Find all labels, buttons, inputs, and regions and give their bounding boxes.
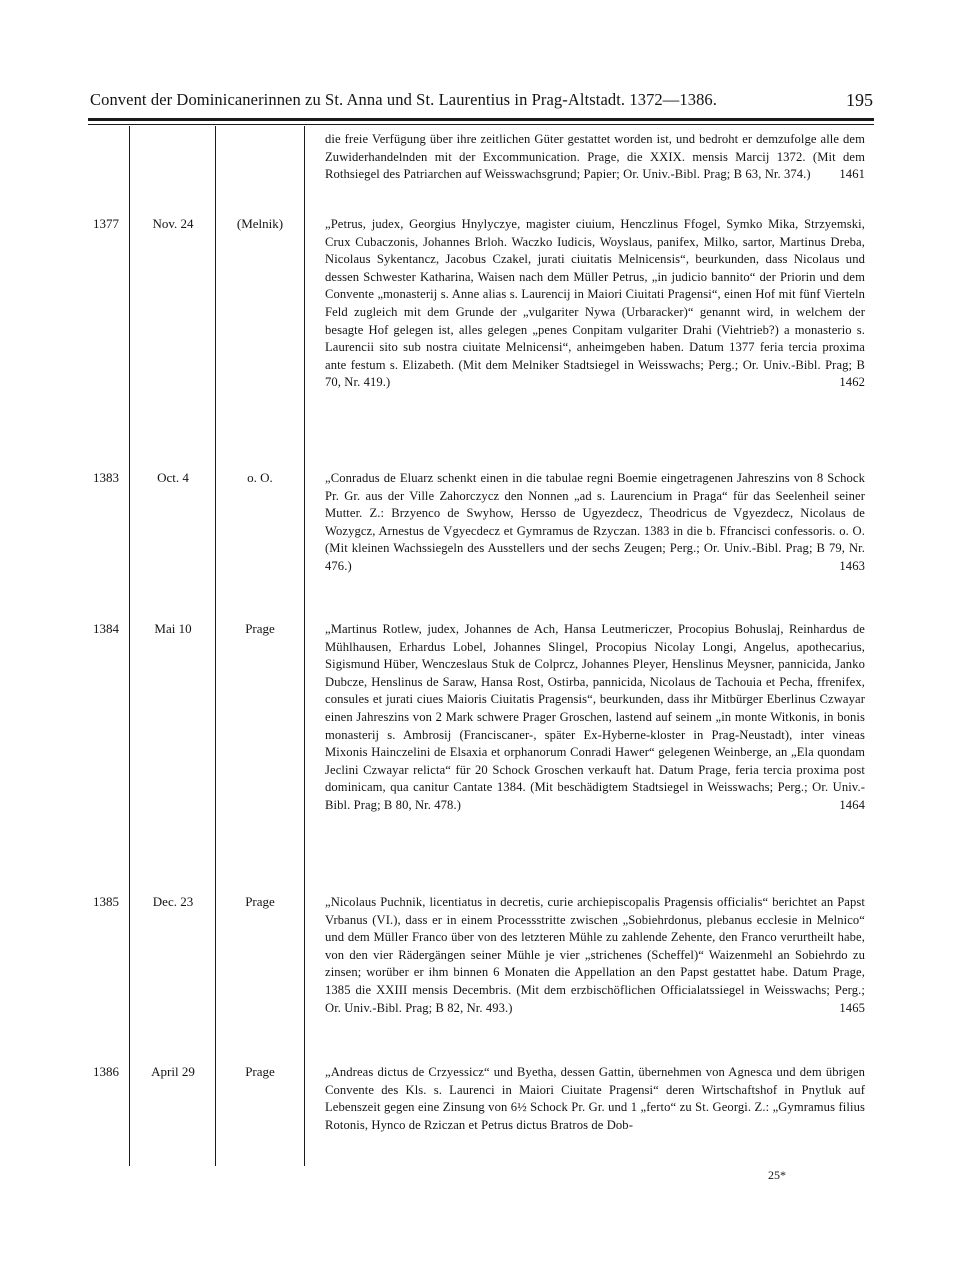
entry-body: „Nicolaus Puchnik, licentiatus in decretis, curie archiepiscopalis Pragensis officialis“ berichtet an Papst Vrbanus (VI.), dass er in einem Processstritte zwischen „Sobiehrdonus, plebanus ecclesie in Melnico“ und dem Müller Franco über von des letzteren Mühle zu zahlende Zehente, den Franco verurtheilt habe, von den vier Rädergängen seiner Mühle je vier „strichenes (Scheffel)“ Waizenmehl an Sobiehrdo zu zinsen; worüber er ihm binnen 6 Monaten die Appellation an den Papst gestattet habe. Datum Prage, 1385 die XXIII mensis Decembris. (Mit dem erzbischöflichen Officialatssiegel in Weisswachs; Perg.; Or. Univ.-Bibl. Prag; B 82, Nr. 493.) [325, 895, 865, 1015]
entry-year: 1377 [93, 216, 119, 231]
entry-number: 1464 [839, 797, 865, 812]
entry-text [325, 894, 865, 1017]
entry-text [325, 131, 865, 184]
entry-number: 1463 [839, 558, 865, 573]
header-rule-thick [88, 118, 874, 121]
column-divider-date [215, 126, 216, 1166]
entry-date: Oct. 4 [157, 470, 189, 485]
entry-date: Nov. 24 [152, 216, 194, 231]
running-title: Convent der Dominicanerinnen zu St. Anna und St. Laurentius in Prag-Altstadt. 1372—1386. [90, 90, 718, 109]
entry-body: „Martinus Rotlew, judex, Johannes de Ach, Hansa Leutmericzer, Procopius Bohuslaj, Reinhardus de Mühlhausen, Erhardus Lobel, Johannes Slingel, Procopius Nicolay Longi, Angelus, apothecarius, Sigismund Hüber, Wenczeslaus Stuk de Colprcz, Johannes Pleyer, Henslinus Meysner, pannicida, Janko Dubcze, Henslinus de Saraw, Hansa Rost, Ostirba, pannicida, Nicolaus de Tachouia et Pecha, ffrenifex, consules et jurati ciues Maioris Ciuitatis Pragensis“, beurkunden, dass ihr Mitbürger Eberlinus Czwayar einen Jahreszins von 2 Mark schwere Prager Groschen, lastend auf seinem „in monte Witkonis, in bonis monasterij s. Ambrosij (Franciscaner-, später Ex-Hyberne-kloster in Prag-Neustadt), inter vineas Mixonis Hainczelini de Elsaxia et orphanorum Conradi Hawer“ gelegenen Weinberge, an „Ela quondam Jeclini Czwayar relicta“ für 20 Schock Groschen verkauft hat. Datum Prage, feria tercia proxima post dominicam, qua canitur Cantate 1384. (Mit beschädigtem Stadtsiegel in Weisswachs; Perg.; Or. Univ.-Bibl. Prag; B 80, Nr. 478.) [325, 622, 865, 812]
entry-place: Prage [245, 621, 275, 636]
page-number: 195 [846, 90, 873, 110]
entry-body: „Andreas dictus de Crzyessicz“ und Byetha, dessen Gattin, übernehmen von Agnesca und dem übrigen Convente des Kls. s. Laurenci in Maiori Ciuitate Pragensi“ deren Wirtschaftshof in Pnytluk auf Lebenszeit gegen eine Zinsung von 6½ Schock Pr. Gr. und 1 „ferto“ zu St. Georgi. Z.: „Gymramus filius Rotonis, Hynco de Rziczan et Petrus dictus Bratros de Dob- [325, 1065, 865, 1132]
entry-year: 1386 [93, 1064, 119, 1079]
entry-year: 1385 [93, 894, 119, 909]
header-rule-thin [88, 124, 874, 125]
entry-number: 1461 [839, 167, 865, 182]
signature-mark: 25* [768, 1168, 786, 1182]
entry-year: 1384 [93, 621, 119, 636]
entry-place: Prage [245, 1064, 275, 1079]
entry-number: 1462 [839, 375, 865, 390]
entry-text [325, 621, 865, 815]
entry-number: 1465 [839, 1000, 865, 1015]
entry-year: 1383 [93, 470, 119, 485]
entry-date: Dec. 23 [152, 894, 194, 909]
entry-place: o. O. [247, 470, 273, 485]
entry-place: (Melnik) [236, 216, 284, 231]
column-divider-place [304, 126, 305, 1166]
entry-text [325, 216, 865, 392]
entry-place: Prage [245, 894, 275, 909]
entry-body: „Conradus de Eluarz schenkt einen in die tabulae regni Boemie eingetragenen Jahreszins von 8 Schock Pr. Gr. aus der Ville Zahorczycz den Nonnen „ad s. Laurencium in Praga“ für das Seelenheil seiner Mutter. Z.: Brzyenco de Swyhow, Hersso de Ugyezdecz, Theodricus de Vgyezdecz, Nicolaus de Wozygcz, Arnestus de Vgyecdecz et Gymramus de Rzyczan. 1383 in die b. Ffrancisci confessoris. o. O. (Mit kleinen Wachssiegeln des Ausstellers und der sechs Zeugen; Perg.; Or. Univ.-Bibl. Prag; B 79, Nr. 476.) [325, 471, 865, 573]
entry-body: die freie Verfügung über ihre zeitlichen Güter gestattet worden ist, und bedroht er demzufolge alle dem Zuwiderhandelnden mit der Excommunication. Prage, die XXIX. mensis Marcij 1372. (Mit dem Rothsiegel des Patriarchen auf Weisswachsgrund; Papier; Or. Univ.-Bibl. Prag; B 63, Nr. 374.) [325, 132, 865, 182]
entry-date: April 29 [151, 1064, 195, 1079]
entry-text [325, 1064, 865, 1134]
entry-body: „Petrus, judex, Georgius Hnylyczye, magister ciuium, Henczlinus Ffogel, Symko Mika, Strzyemski, Crux Cubaczonis, Johannes Brloh. Waczko Iudicis, Woyslaus, panifex, Milko, sartor, Martinus Dreba, Nicolaus Sykentancz, Jacobus Czakel, jurati ciuitatis Melnicensis“, beurkunden, dass Nicolaus und dessen Schwester Katharina, Waisen nach dem Müller Petrus, „in judicio bannito“ der Priorin und dem Convente „monasterij s. Anne alias s. Laurencij in Maiori Ciuitati Pragensi“, einen Hof mit fünf Vierteln Feld zugleich mit dem Grunde der „vulgariter Nywa (Urbaracker)“ genannt wird, in welchem der besagte Hof gelegen ist, alles gelegen „penes Conpitam vulgariter Drahi (Viehtrieb?) a monasterio s. Laurencii sito sub nostra ciuitate Melnicensi“, anheimgeben haben. Datum 1377 feria tercia proxima ante festum s. Elizabeth. (Mit dem Melniker Stadtsiegel in Weisswachs; Perg.; Or. Univ.-Bibl. Prag; B 70, Nr. 419.) [325, 217, 865, 390]
entry-date: Mai 10 [154, 621, 192, 636]
column-divider-year [129, 126, 130, 1166]
entry-text [325, 470, 865, 576]
